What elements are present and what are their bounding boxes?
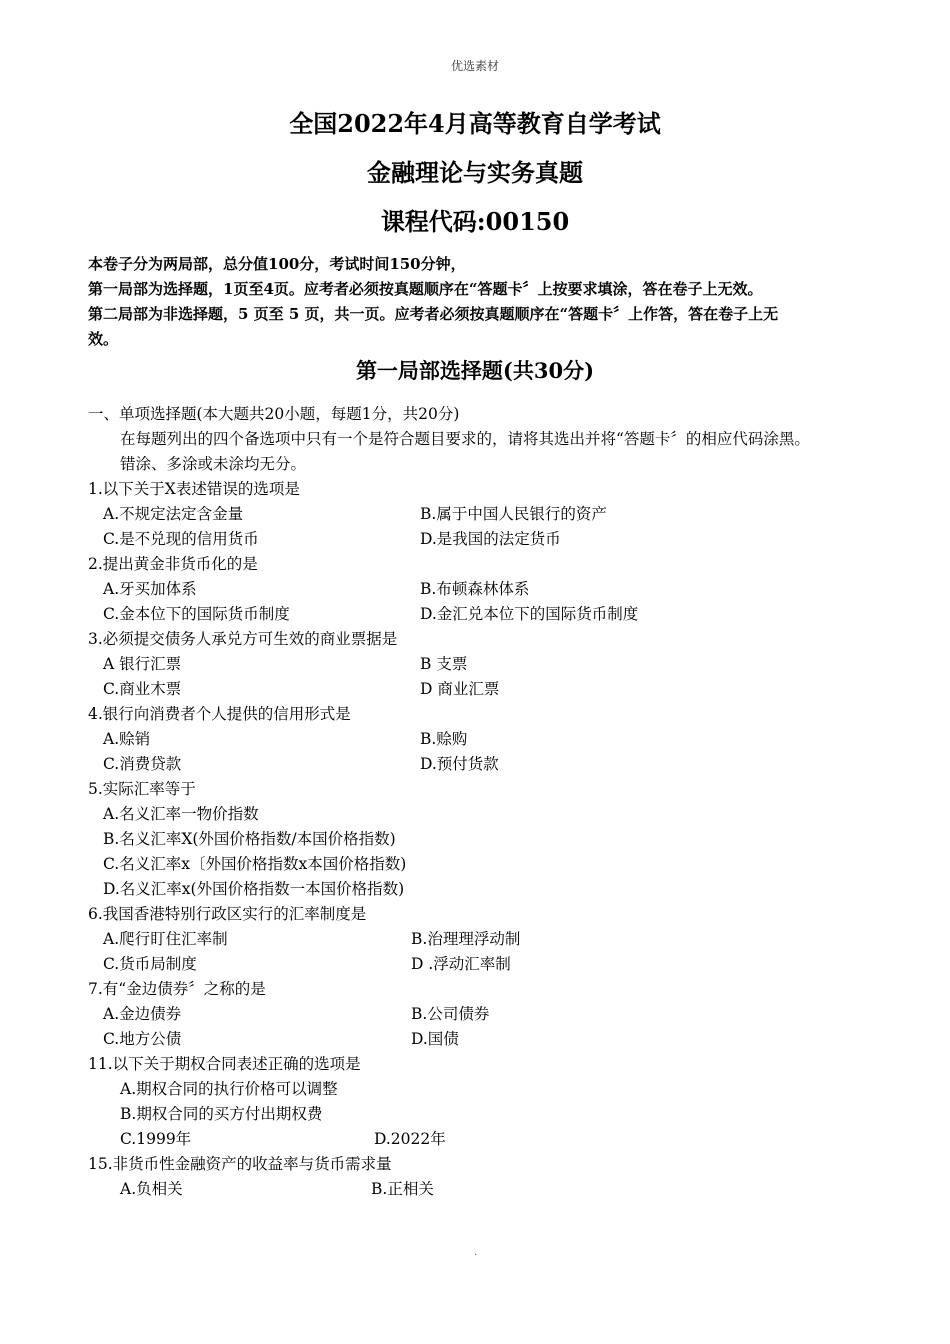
section-title: 第一局部选择题(共30分) [355, 358, 595, 383]
page-header: 优选素材 [450, 59, 499, 73]
option-d: D.金汇兑本位下的国际货币制度 [420, 605, 639, 623]
option-d: D .浮动汇率制 [411, 955, 511, 973]
footer-mark: . [474, 1247, 478, 1258]
question-stem: 7.有“金边债券〞之称的是 [88, 980, 266, 998]
course-code: 课程代码:00150 [380, 207, 570, 236]
question-stem: 6.我国香港特别行政区实行的汇率制度是 [88, 905, 367, 923]
option-c: C.商业木票 [103, 680, 182, 698]
option-d: D.国债 [411, 1030, 459, 1048]
option-c: C.名义汇率x〔外国价格指数x本国价格指数) [103, 855, 407, 873]
option-c: C.1999年 [120, 1130, 192, 1148]
option-b: B.期权合同的买方付出期权费 [120, 1105, 323, 1123]
instructions-line-1: 在每题列出的四个备选项中只有一个是符合题目要求的，请将其选出并将“答题卡〞的相应代码涂黑。 [120, 430, 810, 448]
question-stem: 5.实际汇率等于 [88, 780, 196, 798]
option-c: C.地方公债 [103, 1030, 182, 1048]
question-stem: 1.以下关于X表述错误的选项是 [88, 480, 300, 498]
option-b: B.属于中国人民银行的资产 [420, 505, 607, 523]
notice-line-3: 第二局部为非选择题，5 页至 5 页，共一页。应考者必须按真题顺序在“答题卡〞上作答，答在卷子上无 [88, 305, 779, 323]
option-a: A.负相关 [120, 1180, 183, 1198]
course-title: 金融理论与实务真题 [367, 158, 583, 187]
option-d: D.预付货款 [420, 755, 499, 773]
option-b: B.布顿森林体系 [420, 580, 530, 598]
option-c: C.是不兑现的信用货币 [103, 530, 259, 548]
option-d: D 商业汇票 [420, 680, 500, 698]
option-d: D.是我国的法定货币 [420, 530, 561, 548]
option-d: D.2022年 [374, 1130, 446, 1148]
option-b: B.正相关 [371, 1180, 434, 1198]
instructions-line-2: 错涂、多涂或未涂均无分。 [120, 455, 307, 473]
option-a: A.赊销 [103, 730, 151, 748]
notice-line-4: 效。 [88, 330, 119, 348]
option-a: A.期权合同的执行价格可以调整 [120, 1080, 338, 1098]
question-stem: 11.以下关于期权合同表述正确的选项是 [88, 1055, 361, 1073]
option-b: B 支票 [420, 655, 468, 673]
option-b: B.赊购 [420, 730, 468, 748]
option-b: B.名义汇率X(外国价格指数/本国价格指数) [103, 830, 396, 848]
notice-line-2: 第一局部为选择题，1页至4页。应考者必须按真题顺序在“答题卡〞上按要求填涂，答在卷子上无效。 [88, 280, 763, 298]
option-b: B.治理理浮动制 [411, 930, 521, 948]
option-c: C.货币局制度 [103, 955, 197, 973]
option-c: C.金本位下的国际货币制度 [103, 605, 290, 623]
question-stem: 4.银行向消费者个人提供的信用形式是 [88, 705, 351, 723]
question-stem: 2.提出黄金非货币化的是 [88, 555, 258, 573]
instructions-heading: 一、单项选择题(本大题共20小题，每题1分，共20分) [88, 405, 460, 423]
option-a: A.金边债券 [103, 1005, 182, 1023]
option-d: D.名义汇率x(外国价格指数一本国价格指数) [103, 880, 405, 898]
question-stem: 15.非货币性金融资产的收益率与货币需求量 [88, 1155, 392, 1173]
question-stem: 3.必须提交债务人承兑方可生效的商业票据是 [88, 630, 398, 648]
option-a: A 银行汇票 [103, 655, 182, 673]
option-a: A.名义汇率一物价指数 [103, 805, 259, 823]
option-a: A.牙买加体系 [103, 580, 197, 598]
option-c: C.消费贷款 [103, 755, 182, 773]
notice-line-1: 本卷子分为两局部，总分值100分，考试时间150分钟， [88, 255, 466, 273]
option-a: A.不规定法定含金量 [103, 505, 244, 523]
option-b: B.公司债券 [411, 1005, 490, 1023]
exam-title: 全国2022年4月高等教育自学考试 [289, 109, 661, 138]
option-a: A.爬行盯住汇率制 [103, 930, 228, 948]
